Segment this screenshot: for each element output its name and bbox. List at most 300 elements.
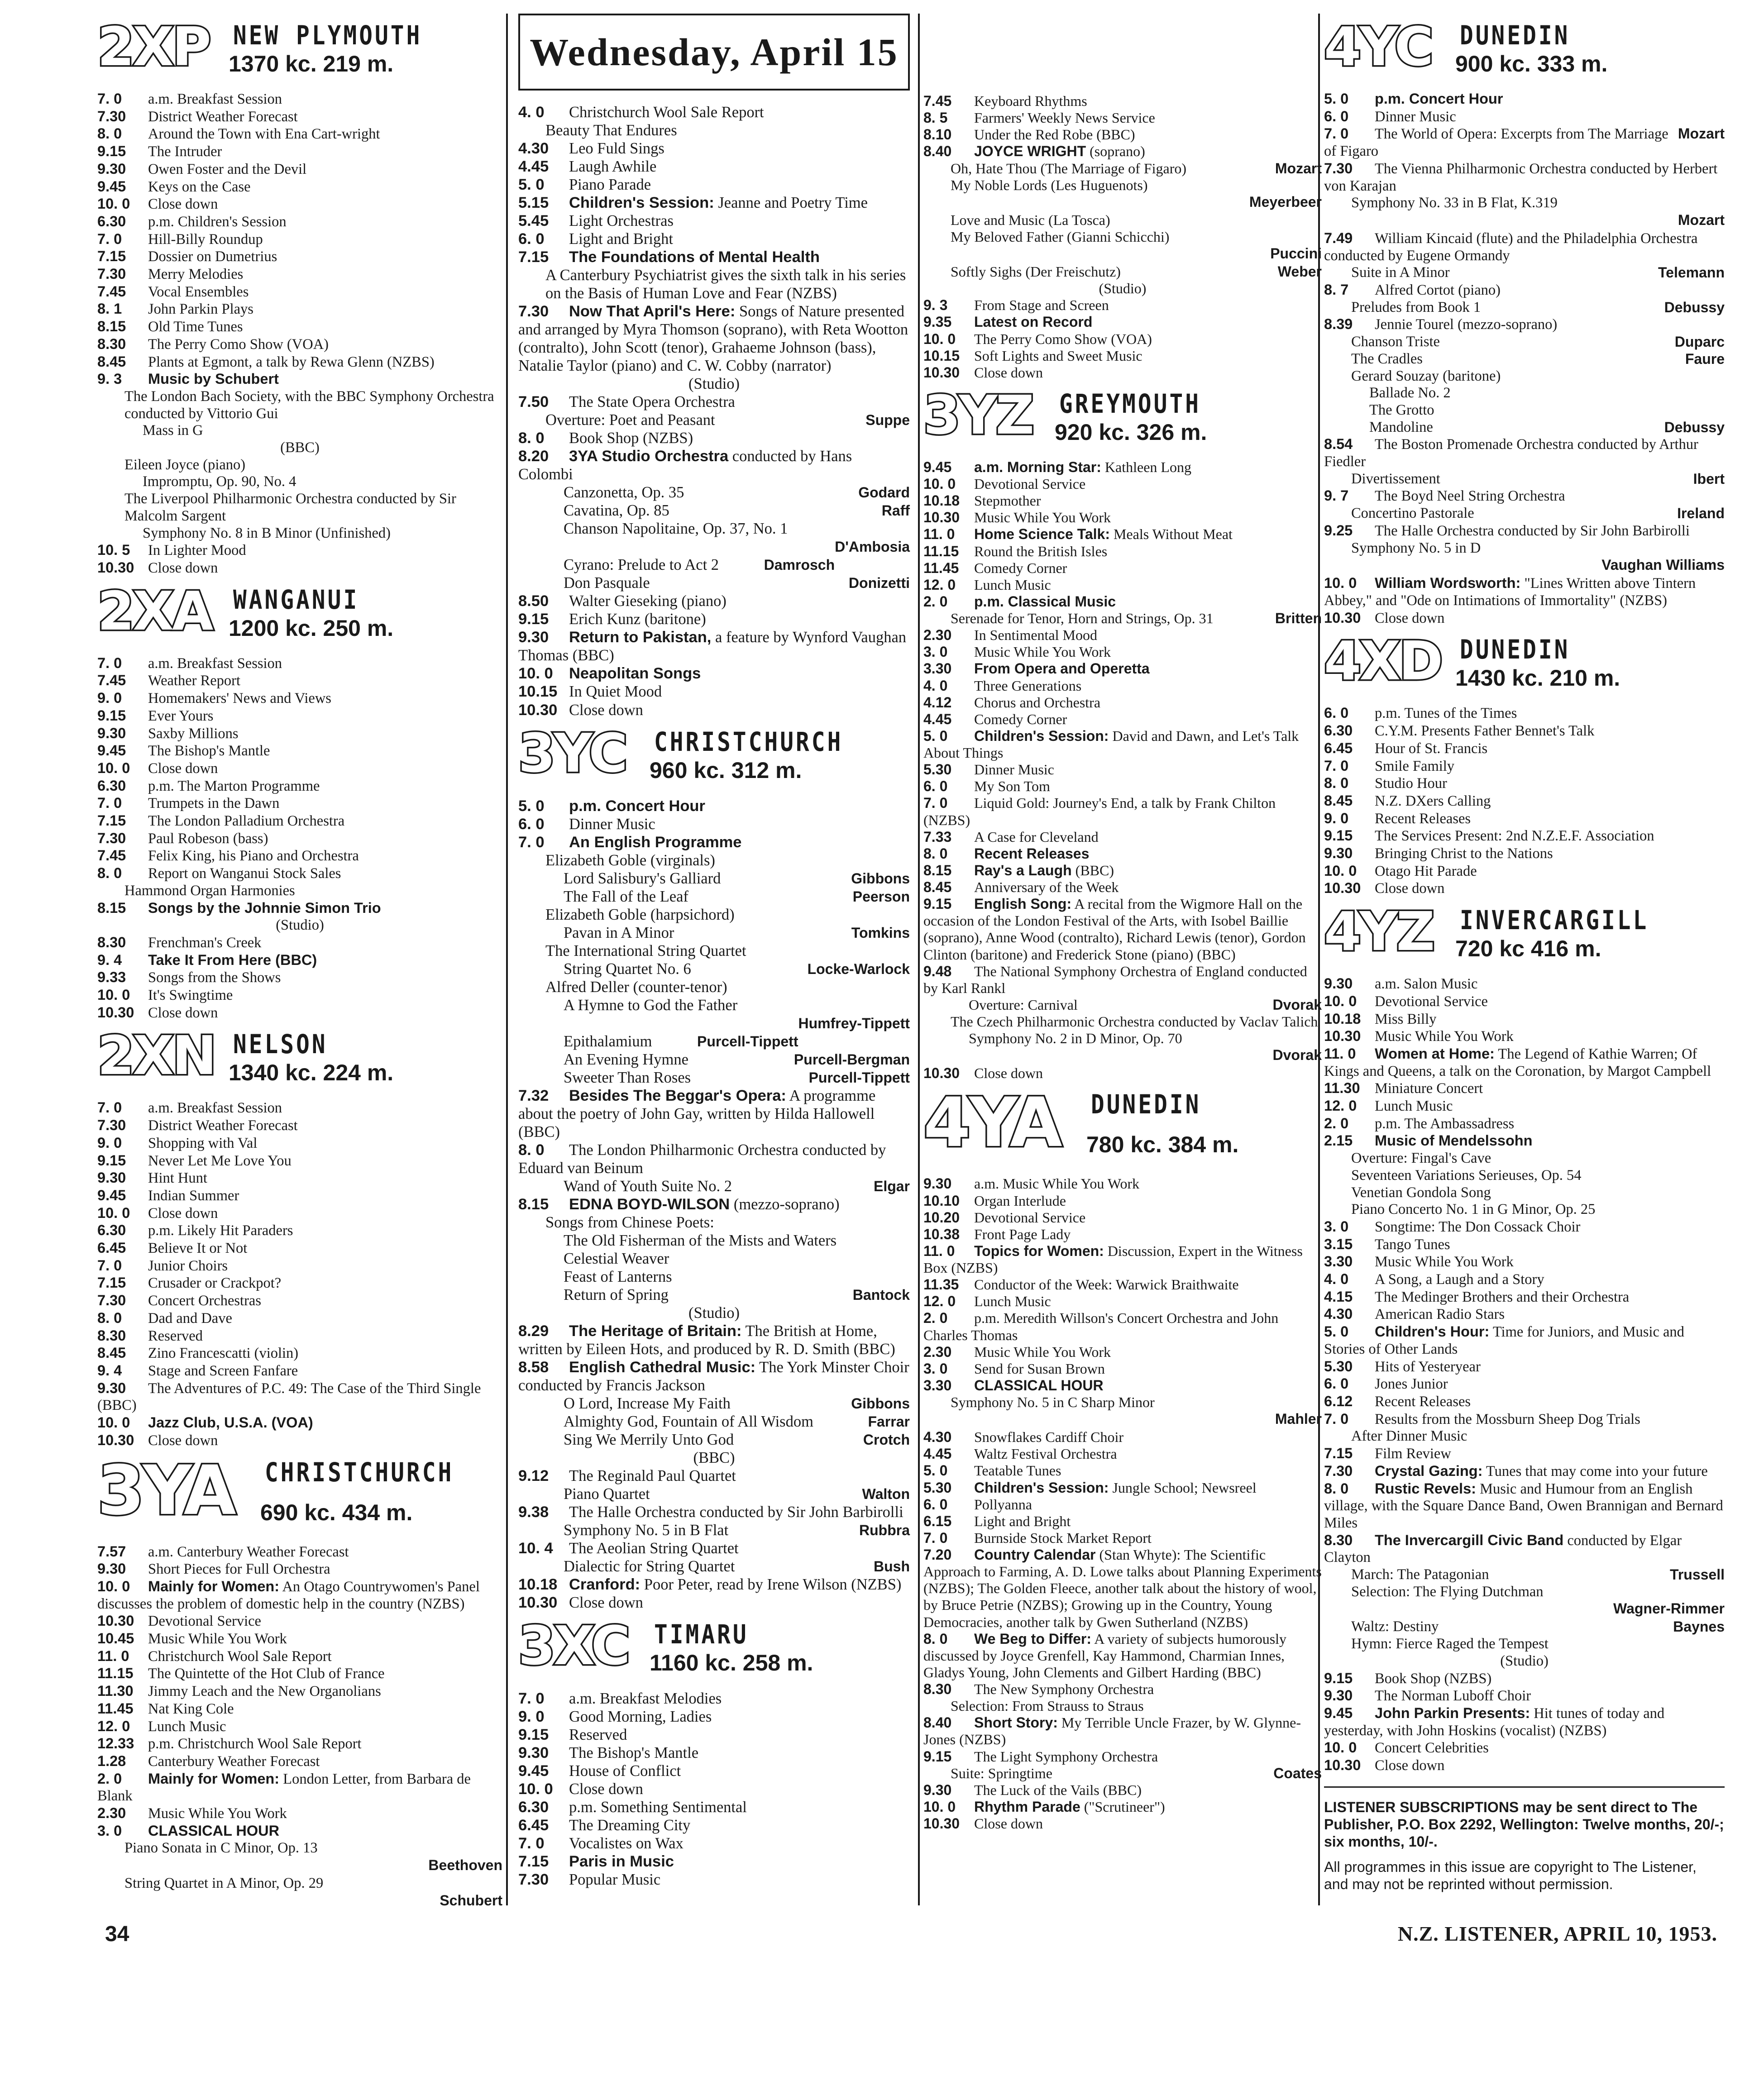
programme-text: Otago Hit Parade: [1375, 863, 1477, 879]
date-heading: Wednesday, April 15: [518, 14, 910, 91]
programme-text: My Son Tom: [974, 778, 1050, 795]
programme-time: 8.45: [97, 353, 126, 370]
programme-entry: [923, 997, 1322, 1013]
programme-time: 6.30: [97, 213, 126, 229]
programme-text: "Lines Written above Tintern Abbey," and "Ode on Intimations of Immortality" (NZBS): [1324, 575, 1699, 609]
programme-entry: [923, 1377, 1322, 1394]
programme-text: Dad and Dave: [148, 1310, 232, 1327]
station-frequency: 1430 kc. 210 m.: [1455, 665, 1620, 691]
programme-time: 10. 0: [97, 759, 130, 776]
programme-text: Anniversary of the Week: [974, 879, 1119, 895]
programme-entry: [518, 869, 910, 888]
programme-entry: [518, 194, 910, 212]
programme-text: Wand of Youth Suite No. 2: [564, 1177, 732, 1195]
programme-text: Believe It or Not: [148, 1240, 248, 1257]
programme-entry: [518, 1394, 910, 1413]
programme-text: (BBC): [693, 1449, 735, 1467]
station-frequency: 900 kc. 333 m.: [1455, 51, 1608, 76]
programme-time: 8. 0: [923, 845, 948, 862]
programme-text: Seventeen Variations Serieuses, Op. 54: [1351, 1167, 1582, 1184]
programme-time: 7. 0: [97, 1099, 122, 1116]
programme-time: 6.30: [97, 777, 126, 794]
subscription-notice: [1324, 1786, 1725, 1893]
programme-time: 7. 0: [923, 795, 948, 811]
programme-entry: [97, 1771, 502, 1805]
programme-time: 10.30: [97, 559, 134, 576]
programme-entry: [923, 1344, 1322, 1360]
programme-entry: [518, 1539, 910, 1557]
programme-entry: [923, 212, 1322, 229]
programme-text: a.m. Breakfast Session: [148, 1100, 282, 1117]
programme-entry: [1324, 299, 1725, 316]
programme-text: Ballade No. 2: [1369, 385, 1451, 401]
programme-text: (Studio): [1099, 280, 1147, 297]
programme-text: An Evening Hymne: [564, 1050, 688, 1068]
programme-time: 11. 0: [97, 1647, 129, 1664]
programme-text: Lord Salisbury's Galliard: [564, 869, 721, 887]
programme-time: 2.30: [923, 1343, 952, 1360]
composer-name: Mozart: [1678, 211, 1725, 228]
programme-text: A recital from the Wigmore Hall on the occasion of the London Festival of the Arts, with Isobel Baillie (soprano), Anne Wood (contralto), Richard Lewis (tenor), Gordon Clinton (baritone) and Frederick Stone (piano) (BBC): [923, 896, 1310, 963]
programme-entry: [1324, 575, 1725, 609]
composer-name: Wagner-Rimmer: [1613, 1600, 1725, 1617]
programme-text: Miniature Concert: [1375, 1080, 1483, 1097]
programme-text: Plants at Egmont, a talk by Rewa Glenn (NZBS): [148, 353, 435, 370]
programme-time: 10. 0: [1324, 575, 1357, 592]
composer-name: Farrar: [868, 1413, 910, 1430]
programme-time: 10.45: [97, 1630, 134, 1647]
programme-time: 7. 0: [1324, 1410, 1349, 1427]
programme-entry: [97, 422, 502, 439]
programme-entry: [1324, 1566, 1725, 1584]
programme-text: String Quartet in A Minor, Op. 29: [124, 1875, 324, 1892]
programme-entry: [1324, 1636, 1725, 1653]
programme-text: Close down: [1375, 610, 1445, 626]
programme-time: 8.39: [1324, 316, 1353, 333]
programme-text: The State Opera Orchestra: [569, 393, 735, 411]
programme-entry: [1324, 402, 1725, 419]
programme-entry: [1324, 282, 1725, 299]
programme-entry: [1324, 385, 1725, 402]
composer-name: Bantock: [852, 1286, 910, 1303]
programme-text: The Liverpool Philharmonic Orchestra conducted by Sir Malcolm Sargent: [124, 491, 460, 524]
station-frequency: 960 kc. 312 m.: [650, 757, 802, 783]
programme-entry: [1324, 1132, 1725, 1150]
programme-text: The Medinger Brothers and their Orchestra: [1375, 1289, 1630, 1305]
programme-time: 7. 0: [518, 833, 545, 851]
programme-highlight: Children's Session:: [569, 194, 714, 212]
programme-time: 5.45: [518, 212, 549, 230]
programme-text: American Radio Stars: [1375, 1306, 1505, 1323]
programme-text: a feature by Wynford Vaughan Thomas (BBC): [518, 629, 910, 664]
programme-entry: [923, 1496, 1322, 1513]
programme-entry: [518, 924, 910, 942]
programme-time: 7. 0: [923, 1529, 948, 1546]
programme-text: N.Z. DXers Calling: [1375, 792, 1491, 809]
programme-text: My Terrible Uncle Frazer, by W. Glynne-Jones (NZBS): [923, 1714, 1301, 1748]
programme-entry: [97, 760, 502, 778]
programme-time: 8.30: [923, 1681, 952, 1697]
programme-entry: [923, 896, 1322, 963]
programme-entry: [1324, 1463, 1725, 1480]
programme-entry: [923, 1310, 1322, 1343]
programme-time: 12. 0: [923, 1293, 956, 1310]
programme-text: Book Shop (NZBS): [569, 430, 693, 447]
programme-time: 9.30: [97, 1169, 126, 1186]
programme-entry: [97, 457, 502, 474]
programme-entry: [97, 196, 502, 213]
programme-entry: [518, 1467, 910, 1485]
programme-text: a.m. Breakfast Session: [148, 655, 282, 672]
programme-entry: [923, 1360, 1322, 1377]
programme-entry: [518, 393, 910, 411]
programme-entry: [97, 559, 502, 577]
programme-entry: [1324, 1218, 1725, 1236]
programme-entry: [97, 248, 502, 266]
programme-time: 9. 3: [923, 297, 948, 314]
programme-entry: [97, 1135, 502, 1152]
programme-text: Epithalamium: [564, 1032, 652, 1050]
programme-text: C.Y.M. Presents Father Bennet's Talk: [1375, 723, 1595, 740]
composer-name: Telemann: [1658, 264, 1725, 281]
programme-text: Impromptu, Op. 90, No. 4: [143, 473, 296, 490]
programme-time: 10. 0: [97, 987, 130, 1003]
programme-entry: [1324, 487, 1725, 505]
programme-entry: [518, 906, 910, 924]
composer-name: Mahler: [1275, 1411, 1322, 1427]
programme-highlight: Jazz Club, U.S.A. (VOA): [148, 1414, 313, 1431]
programme-text: Devotional Service: [148, 1613, 261, 1630]
programme-time: 11. 0: [923, 526, 955, 543]
programme-text: Homemakers' News and Views: [148, 690, 331, 707]
programme-highlight: The Invercargill Civic Band: [1375, 1532, 1564, 1548]
programme-text: Selection: The Flying Dutchman: [1351, 1583, 1544, 1600]
programme-text: Around the Town with Ena Cart-wright: [148, 126, 380, 143]
programme-text: Keyboard Rhythms: [974, 93, 1087, 109]
programme-time: 9. 0: [518, 1708, 545, 1726]
programme-time: 4.12: [923, 694, 952, 711]
programme-text: Close down: [974, 1815, 1043, 1832]
programme-time: 7. 0: [97, 230, 122, 247]
station-city: DUNEDIN: [1091, 1089, 1201, 1120]
programme-entry: [923, 1799, 1322, 1815]
programme-entry: [518, 701, 910, 719]
programme-time: 11.15: [923, 543, 959, 559]
programme-time: 4.45: [923, 1446, 952, 1462]
programme-entry: [1324, 316, 1725, 334]
programme-text: Liquid Gold: Journey's End, a talk by Frank Chilton (NZBS): [923, 795, 1280, 828]
programme-text: Leo Fuld Sings: [569, 140, 664, 158]
programme-entry: [518, 1358, 913, 1394]
programme-time: 8. 0: [923, 1630, 948, 1647]
programme-entry: [1324, 1445, 1725, 1463]
programme-time: 4. 0: [518, 104, 545, 121]
station-frequency: 780 kc. 384 m.: [1086, 1132, 1239, 1158]
programme-text: Owen Foster and the Devil: [148, 161, 307, 177]
programme-text: Light and Bright: [974, 1513, 1071, 1529]
programme-time: 9.15: [1324, 827, 1353, 844]
programme-text: Ever Yours: [148, 707, 214, 724]
programme-entry: [1324, 792, 1725, 810]
programme-text: Concert Celebrities: [1375, 1740, 1489, 1756]
programme-entry: [97, 672, 502, 690]
programme-text: Symphony No. 8 in B Minor (Unfinished): [143, 525, 391, 541]
programme-entry: [97, 1362, 502, 1380]
programme-text: March: The Patagonian: [1351, 1566, 1489, 1583]
programme-entry: [97, 1274, 502, 1292]
station-city: WANGANUI: [233, 584, 359, 615]
programme-entry: [923, 526, 1322, 543]
programme-entry: [1324, 91, 1725, 108]
programme-text: Close down: [148, 1004, 218, 1021]
programme-text: Symphony No. 5 in B Flat: [564, 1522, 729, 1539]
programme-text: Close down: [569, 1780, 643, 1798]
programme-entry: [1324, 1670, 1725, 1688]
programme-entry: [97, 1117, 502, 1135]
programme-time: 3.15: [1324, 1236, 1353, 1252]
programme-time: 7.45: [97, 283, 126, 300]
programme-highlight: 3YA Studio Orchestra: [569, 448, 729, 465]
station-header: [1324, 902, 1725, 970]
programme-entry: [923, 143, 1322, 160]
composer-name: Purcell-Bergman: [794, 1051, 910, 1068]
programme-time: 6.45: [518, 1817, 549, 1834]
programme-time: 7.57: [97, 1543, 126, 1560]
programme-time: 10. 5: [97, 542, 130, 558]
programme-time: 8. 0: [1324, 1480, 1349, 1497]
programme-time: 3. 0: [923, 644, 948, 660]
programme-time: 7.33: [923, 828, 952, 845]
programme-entry: [97, 865, 502, 883]
programme-entry: [923, 711, 1322, 728]
programme-text: p.m. Something Sentimental: [569, 1799, 747, 1816]
programme-time: 6. 0: [1324, 1375, 1349, 1392]
programme-highlight: Return to Pakistan,: [569, 629, 712, 646]
programme-time: 10.30: [923, 364, 960, 381]
programme-entry: [923, 728, 1322, 761]
programme-entry: [1324, 1201, 1725, 1218]
programme-text: Selection: From Strauss to Straus: [951, 1698, 1144, 1714]
composer-name: Puccini: [1270, 245, 1322, 262]
programme-highlight: Women at Home:: [1375, 1045, 1495, 1062]
programme-time: 8.10: [923, 126, 952, 143]
composer-name: Bush: [874, 1558, 910, 1575]
composer-name: Godard: [858, 484, 910, 501]
programme-text: Hint Hunt: [148, 1170, 207, 1187]
station-header: [1324, 631, 1725, 699]
programme-time: 10. 0: [97, 1578, 130, 1594]
programme-text: Cavatina, Op. 85: [564, 502, 669, 520]
programme-time: 9.45: [97, 178, 126, 195]
programme-text: Piano Sonata in C Minor, Op. 13: [124, 1840, 318, 1857]
programme-text: Dialectic for String Quartet: [564, 1558, 735, 1575]
programme-highlight: Mainly for Women:: [148, 1770, 280, 1787]
programme-entry: [1324, 1253, 1725, 1271]
programme-time: 10.30: [518, 701, 558, 719]
programme-text: Piano Parade: [569, 176, 651, 194]
programme-entry: [1324, 419, 1725, 436]
programme-text: Dinner Music: [569, 815, 655, 833]
programme-highlight: Home Science Talk:: [974, 526, 1110, 543]
programme-text: Eileen Joyce (piano): [124, 456, 246, 473]
programme-text: p.m. Christchurch Wool Sale Report: [148, 1736, 362, 1752]
programme-time: 9.30: [97, 725, 126, 741]
programme-highlight: From Opera and Operetta: [974, 660, 1150, 677]
programme-text: House of Conflict: [569, 1762, 681, 1780]
programme-entry: [97, 231, 502, 248]
programme-time: 10.30: [1324, 1028, 1361, 1045]
programme-entry: [1324, 1584, 1725, 1601]
programme-text: A variety of subjects humorously discussed by Joyce Grenfell, Kay Hammond, Charmian Innes, Gladys Young, John Clements and Gilbert Harding (BBC): [923, 1630, 1291, 1680]
programme-text: a.m. Music While You Work: [974, 1175, 1140, 1192]
programme-time: 8. 0: [97, 1309, 122, 1326]
programme-entry: [923, 1030, 1322, 1047]
programme-text: Feast of Lanterns: [564, 1268, 672, 1285]
programme-entry: [923, 314, 1322, 330]
programme-text: Concertino Pastorale: [1351, 505, 1474, 522]
programme-text: Hit tunes of today and yesterday, with John Hoskins (vocalist) (NZBS): [1324, 1705, 1668, 1739]
programme-time: 7.15: [97, 248, 126, 265]
programme-entry: [97, 934, 502, 952]
programme-text: Elizabeth Goble (harpsichord): [545, 906, 735, 923]
programme-highlight: Rustic Revels:: [1375, 1480, 1476, 1497]
programme-time: 9. 3: [97, 371, 122, 387]
programme-text: The London Palladium Orchestra: [148, 813, 345, 830]
programme-entry: [1324, 1618, 1725, 1636]
programme-highlight: a.m. Morning Star:: [974, 458, 1101, 475]
programme-entry: [1324, 334, 1725, 351]
programme-text: The London Bach Society, with the BBC Symphony Orchestra conducted by Vittorio Gui: [124, 388, 498, 422]
programme-time: 5. 0: [1324, 91, 1349, 107]
programme-time: 9.30: [1324, 1687, 1353, 1704]
composer-name: Walton: [862, 1486, 910, 1503]
programme-time: 4.15: [1324, 1288, 1353, 1305]
programme-highlight: An English Programme: [569, 833, 742, 851]
programme-entry: [97, 1099, 502, 1117]
programme-text: Hammond Organ Harmonies: [124, 882, 295, 899]
programme-entry: [97, 1613, 502, 1630]
programme-entry: [97, 1380, 502, 1414]
programme-entry: [1324, 540, 1725, 557]
programme-text: Music While You Work: [974, 644, 1111, 660]
copyright-text: All programmes in this issue are copyright to The Listener, and may not be reprinted without permission.: [1324, 1858, 1697, 1892]
programme-time: 8. 0: [518, 430, 545, 447]
programme-text: Kathleen Long: [1101, 458, 1191, 475]
programme-text: The Legend of Kathie Warren; Of Kings and Queens, a talk on the Coronation, by Margot Campbell: [1324, 1045, 1711, 1079]
programme-text: Comedy Corner: [974, 711, 1067, 727]
programme-entry: [1324, 863, 1725, 880]
programme-time: 1.28: [97, 1752, 126, 1769]
programme-text: Indian Summer: [148, 1187, 239, 1204]
programme-entry: [923, 1276, 1322, 1293]
programme-text: Popular Music: [569, 1871, 661, 1889]
programme-highlight: The Heritage of Britain:: [569, 1322, 742, 1340]
programme-entry: [518, 483, 910, 501]
composer-name: Raff: [881, 502, 910, 519]
programme-text: The Dreaming City: [569, 1817, 691, 1834]
composer-name: Baynes: [1673, 1618, 1725, 1635]
composer-name: Gibbons: [851, 870, 910, 887]
programme-time: 9.30: [97, 1561, 126, 1577]
programme-text: In Quiet Mood: [569, 683, 662, 701]
programme-time: 6.15: [923, 1513, 952, 1529]
programme-time: 11.15: [97, 1665, 134, 1682]
programme-time: 9.45: [518, 1762, 549, 1780]
composer-name: Purcell-Tippett: [697, 1033, 798, 1050]
composer-name: D'Ambosia: [835, 539, 910, 555]
programme-entry: [97, 1735, 502, 1753]
programme-entry: [97, 1857, 502, 1875]
programme-time: 9.30: [97, 1379, 126, 1396]
programme-time: 8.30: [97, 335, 126, 352]
programme-text: Short Pieces for Full Orchestra: [148, 1561, 330, 1578]
programme-time: 9.15: [923, 1748, 952, 1765]
programme-text: Merry Melodies: [148, 266, 244, 283]
programme-time: 4.45: [923, 711, 952, 727]
programme-entry: [1324, 351, 1725, 368]
programme-entry: [923, 1480, 1322, 1496]
programme-time: 5. 0: [518, 797, 545, 815]
programme-time: 11. 0: [923, 1242, 955, 1259]
programme-entry: [1324, 522, 1725, 540]
programme-entry: [923, 492, 1322, 509]
station-frequency: 1340 kc. 224 m.: [229, 1060, 394, 1086]
programme-entry: [97, 952, 502, 969]
programme-entry: [518, 501, 910, 520]
programme-time: 12. 0: [923, 576, 956, 593]
programme-entry: [518, 121, 910, 139]
composer-name: Debussy: [1664, 419, 1725, 435]
programme-entry: [518, 1726, 910, 1744]
station-callsign: 2XA: [97, 579, 212, 642]
programme-text: The Grotto: [1369, 401, 1434, 418]
programme-entry: [518, 1413, 910, 1431]
programme-entry: [518, 1852, 910, 1871]
programme-time: 4.30: [518, 140, 549, 158]
programme-time: 5. 0: [923, 727, 948, 744]
programme-text: (Studio): [688, 1304, 740, 1322]
programme-text: Smile Family: [1375, 758, 1455, 774]
programme-time: 9.45: [97, 1187, 126, 1203]
programme-text: (Studio): [688, 375, 740, 393]
programme-highlight: John Parkin Presents:: [1375, 1704, 1530, 1721]
programme-text: Music While You Work: [1375, 1254, 1514, 1270]
programme-entry: [518, 212, 910, 230]
programme-time: 9.30: [518, 629, 549, 646]
programme-time: 2.30: [97, 1805, 126, 1822]
programme-entry: [518, 158, 910, 176]
programme-time: 7. 0: [518, 1835, 545, 1852]
column-1: [97, 13, 502, 1910]
programme-text: Zino Francescatti (violin): [148, 1345, 299, 1362]
programme-entry: [923, 593, 1322, 610]
programme-time: 3. 0: [97, 1822, 122, 1839]
programme-text: Close down: [974, 364, 1043, 381]
programme-entry: [1324, 195, 1725, 212]
programme-entry: [1324, 557, 1725, 575]
programme-entry: [97, 1187, 502, 1205]
programme-time: 6.30: [97, 1222, 126, 1239]
programme-time: 5. 0: [923, 1462, 948, 1479]
programme-highlight: Songs by the Johnnie Simon Trio: [148, 899, 381, 916]
programme-time: 12. 0: [97, 1718, 130, 1734]
programme-text: Close down: [1375, 1757, 1445, 1774]
programme-highlight: English Cathedral Music:: [569, 1358, 756, 1376]
programme-entry: [518, 1014, 910, 1032]
programme-entry: [923, 297, 1322, 314]
programme-text: Sing We Merrily Unto God: [564, 1431, 734, 1449]
programme-time: 9.48: [923, 963, 952, 979]
